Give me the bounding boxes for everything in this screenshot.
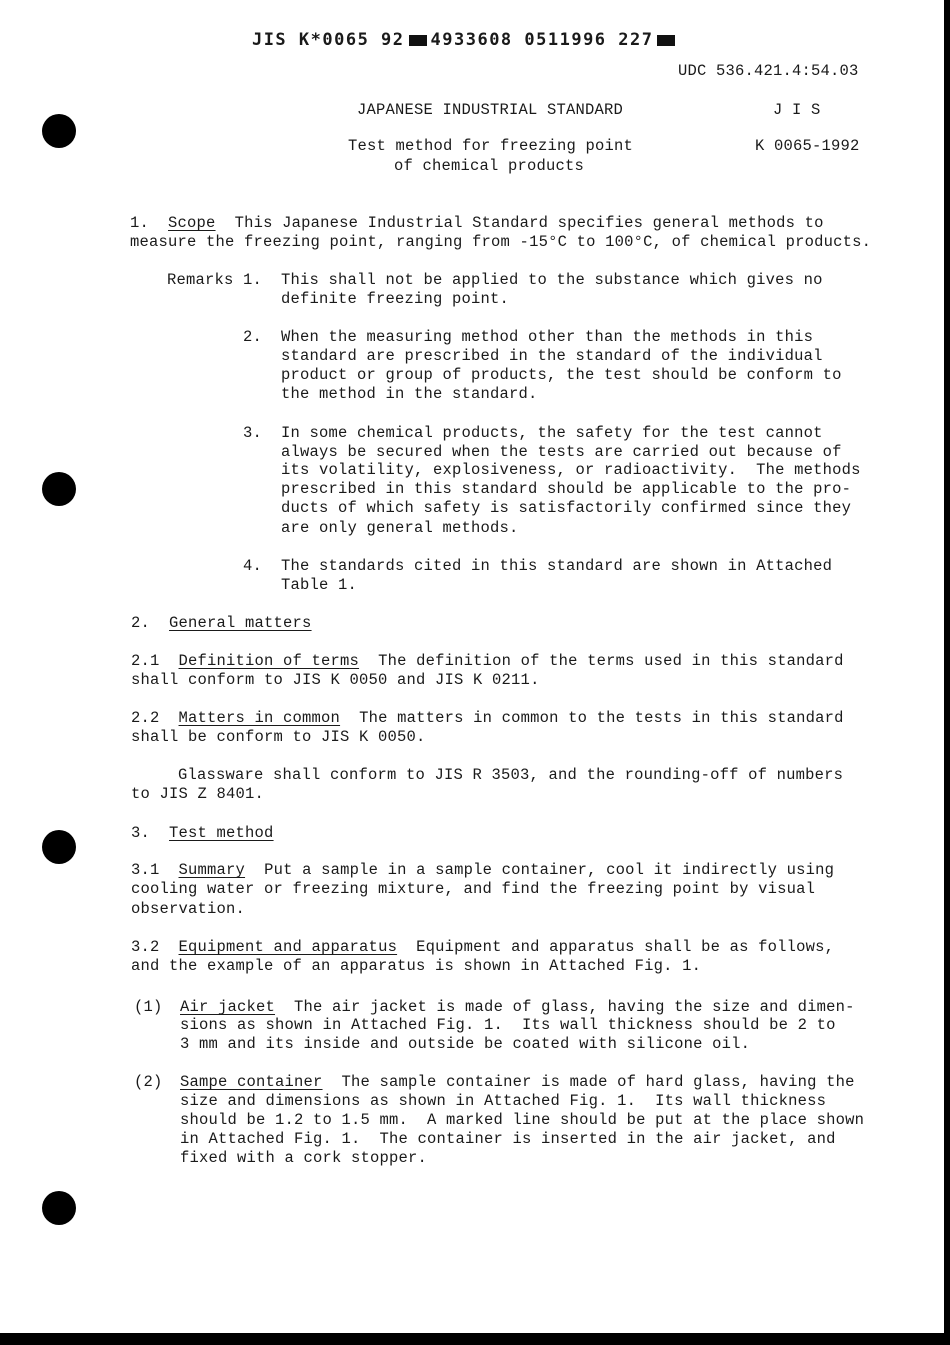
title-line-2: of chemical products — [394, 157, 585, 175]
section-2-heading-line — [131, 614, 312, 632]
section-3-1-heading: Summary — [178, 861, 246, 879]
item-1-line-1 — [180, 998, 855, 1016]
remark-2-number: 2. — [243, 328, 263, 346]
section-2-2-text: The matters in common to the tests in this standard — [359, 709, 844, 727]
item-1-line-2: sions as shown in Attached Fig. 1. Its wall thickness should be 2 to — [180, 1016, 836, 1034]
section-3-2-heading: Equipment and apparatus — [178, 938, 398, 956]
glassware-line-2: to JIS Z 8401. — [131, 785, 265, 803]
remark-3-line-2: always be secured when the tests are carried out because of — [281, 443, 842, 461]
section-2-number: 2. — [131, 614, 151, 632]
remark-1-number: 1. — [243, 271, 263, 289]
section-1-line-2: measure the freezing point, ranging from -15°C to 100°C, of chemical products. — [130, 233, 872, 251]
section-3-2-line-2: and the example of an apparatus is shown in Attached Fig. 1. — [131, 957, 702, 975]
item-1-line-3: 3 mm and its inside and outside be coated with silicone oil. — [180, 1035, 751, 1053]
item-2-line-4: in Attached Fig. 1. The container is inserted in the air jacket, and — [180, 1130, 836, 1148]
remark-3-line-3: its volatility, explosiveness, or radioactivity. The methods — [281, 461, 861, 479]
remarks-label: Remarks 1. — [167, 271, 263, 289]
section-3-2-number: 3.2 — [131, 938, 160, 956]
remark-3-line-4: prescribed in this standard should be applicable to the pro- — [281, 480, 852, 498]
section-2-2-line-2: shall be conform to JIS K 0050. — [131, 728, 426, 746]
section-2-2-heading: Matters in common — [178, 709, 341, 727]
remark-3-line-5: ducts of which safety is satisfactorily confirmed since they — [281, 499, 852, 517]
barcode-block-icon — [409, 35, 427, 46]
item-1-heading: Air jacket — [180, 998, 276, 1016]
glassware-line-1: Glassware shall conform to JIS R 3503, and the rounding-off of numbers — [178, 766, 844, 784]
punch-hole — [42, 1191, 76, 1225]
remark-2-line-2: standard are prescribed in the standard of the individual — [281, 347, 823, 365]
section-2-2-line-1 — [131, 709, 844, 727]
udc-number: UDC 536.421.4:54.03 — [678, 62, 859, 80]
item-2-heading: Sampe container — [180, 1073, 323, 1091]
item-1-number: (1) — [134, 998, 163, 1016]
remark-2-line-1: When the measuring method other than the methods in this — [281, 328, 814, 346]
remark-2-line-3: product or group of products, the test should be conform to — [281, 366, 842, 384]
section-2-1-text: The definition of the terms used in this standard — [378, 652, 844, 670]
section-1-heading: Scope — [168, 214, 216, 232]
section-2-1-line-2: shall conform to JIS K 0050 and JIS K 0211. — [131, 671, 540, 689]
remark-2-line-4: the method in the standard. — [281, 385, 538, 403]
section-3-1-line-3: observation. — [131, 900, 246, 918]
remark-4-line-2: Table 1. — [281, 576, 358, 594]
remark-3-line-1: In some chemical products, the safety for the test cannot — [281, 424, 823, 442]
item-2-line-3: should be 1.2 to 1.5 mm. A marked line should be put at the place shown — [180, 1111, 865, 1129]
section-3-heading: Test method — [169, 824, 274, 842]
punch-hole — [42, 830, 76, 864]
section-2-1-number: 2.1 — [131, 652, 160, 670]
standard-number: K 0065-1992 — [755, 137, 860, 155]
section-2-heading: General matters — [169, 614, 312, 632]
section-2-2-number: 2.2 — [131, 709, 160, 727]
section-2-1-heading: Definition of terms — [178, 652, 360, 670]
item-1-text: The air jacket is made of glass, having the size and dimen- — [294, 998, 855, 1016]
section-3-1-line-1 — [131, 861, 834, 879]
header-code-part2: 4933608 0511996 227 — [430, 30, 654, 50]
remark-1-line-1: This shall not be applied to the substance which gives no — [281, 271, 823, 289]
scan-border-bottom — [0, 1333, 950, 1345]
section-3-heading-line — [131, 824, 274, 842]
section-3-number: 3. — [131, 824, 151, 842]
section-3-2-text: Equipment and apparatus shall be as follows, — [416, 938, 835, 956]
section-2-1-line-1 — [131, 652, 844, 670]
section-1-line-1 — [130, 214, 824, 232]
barcode-block-icon — [657, 35, 675, 46]
title-line-1: Test method for freezing point — [348, 137, 634, 155]
item-2-line-2: size and dimensions as shown in Attached Fig. 1. Its wall thickness — [180, 1092, 827, 1110]
section-3-1-line-2: cooling water or freezing mixture, and find the freezing point by visual — [131, 880, 816, 898]
section-3-1-number: 3.1 — [131, 861, 160, 879]
remark-3-number: 3. — [243, 424, 263, 442]
jis-mark: J I S — [773, 101, 821, 119]
punch-hole — [42, 114, 76, 148]
section-1-text: This Japanese Industrial Standard specifies general methods to — [234, 214, 824, 232]
punch-hole — [42, 472, 76, 506]
header-code — [205, 10, 679, 70]
remark-4-line-1: The standards cited in this standard are shown in Attached — [281, 557, 833, 575]
remark-1-line-2: definite freezing point. — [281, 290, 510, 308]
item-2-text: The sample container is made of hard glass, having the — [341, 1073, 855, 1091]
item-2-line-5: fixed with a cork stopper. — [180, 1149, 428, 1167]
item-2-line-1 — [180, 1073, 855, 1091]
standard-name: JAPANESE INDUSTRIAL STANDARD — [357, 101, 624, 119]
section-3-2-line-1 — [131, 938, 834, 956]
remark-3-line-6: are only general methods. — [281, 519, 519, 537]
remark-4-number: 4. — [243, 557, 263, 575]
section-3-1-text: Put a sample in a sample container, cool it indirectly using — [264, 861, 835, 879]
section-1-number: 1. — [130, 214, 150, 232]
item-2-number: (2) — [134, 1073, 163, 1091]
header-code-part1: JIS K*0065 92 — [251, 30, 405, 50]
scan-border-right — [944, 0, 950, 1345]
